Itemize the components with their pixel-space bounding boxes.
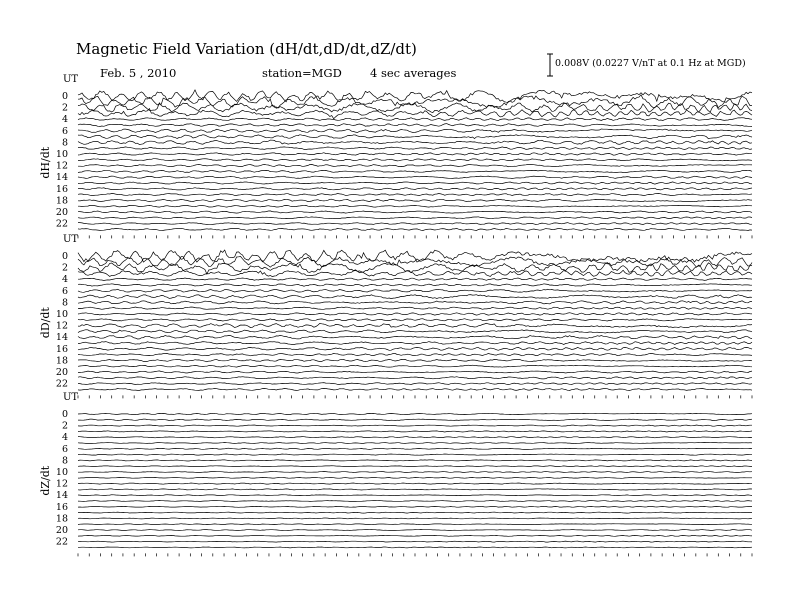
trace-line xyxy=(78,419,752,420)
trace-line xyxy=(78,347,752,350)
hour-tick-label: 10 xyxy=(55,467,68,478)
ut-label: UT xyxy=(63,234,79,245)
ut-label: UT xyxy=(63,392,79,403)
hour-tick-label: 16 xyxy=(55,183,68,195)
trace-line xyxy=(78,483,752,484)
trace-line xyxy=(78,263,752,274)
trace-line xyxy=(78,365,752,367)
trace-line xyxy=(78,228,752,230)
trace-line xyxy=(78,501,752,502)
trace-line xyxy=(78,335,752,339)
hour-tick-label: 2 xyxy=(61,102,68,114)
trace-line xyxy=(78,323,752,327)
trace-line xyxy=(78,425,752,426)
hour-tick-label: 2 xyxy=(61,420,68,432)
trace-line xyxy=(78,353,752,355)
averaging-label: 4 sec averages xyxy=(370,66,457,80)
hour-tick-label: 20 xyxy=(55,207,68,218)
trace-line xyxy=(78,313,752,315)
trace-line xyxy=(78,140,752,145)
trace-line xyxy=(78,437,752,438)
hour-tick-label: 14 xyxy=(55,490,68,502)
hour-tick-label: 8 xyxy=(61,455,68,467)
hour-tick-label: 20 xyxy=(55,525,68,536)
trace-line xyxy=(78,359,752,362)
hour-tick-label: 4 xyxy=(61,114,68,126)
trace-line xyxy=(78,443,752,444)
hour-tick-label: 22 xyxy=(55,218,68,230)
trace-line xyxy=(78,307,752,309)
hour-tick-label: 6 xyxy=(61,443,68,455)
trace-line xyxy=(78,153,752,155)
trace-line xyxy=(78,466,752,467)
hour-tick-label: 14 xyxy=(55,332,68,344)
trace-line xyxy=(78,176,752,178)
trace-line xyxy=(78,342,752,345)
panel-ylabel: dH/dt xyxy=(39,146,52,179)
trace-line xyxy=(78,541,752,542)
trace-line xyxy=(78,301,752,304)
panel-ylabel: dD/dt xyxy=(39,307,52,339)
trace-line xyxy=(78,109,752,119)
hour-tick-label: 0 xyxy=(61,409,68,420)
trace-line xyxy=(78,159,752,161)
trace-line xyxy=(78,530,752,531)
trace-line xyxy=(78,330,752,333)
hour-tick-label: 2 xyxy=(61,262,68,274)
trace-line xyxy=(78,90,752,102)
hour-tick-label: 22 xyxy=(55,536,68,548)
hour-tick-label: 16 xyxy=(55,343,68,355)
hour-tick-label: 10 xyxy=(55,149,68,160)
date-label: Feb. 5 , 2010 xyxy=(100,66,177,80)
trace-line xyxy=(78,383,752,385)
trace-line xyxy=(78,129,752,133)
trace-line xyxy=(78,205,752,207)
ut-label: UT xyxy=(63,74,79,85)
trace-line xyxy=(78,512,752,513)
trace-line xyxy=(78,211,752,213)
trace-line xyxy=(78,413,752,414)
trace-line xyxy=(78,431,752,432)
trace-line xyxy=(78,118,752,121)
trace-line xyxy=(78,147,752,150)
trace-line xyxy=(78,278,752,281)
hour-tick-label: 14 xyxy=(55,172,68,184)
scale-bar-label: 0.008V (0.0227 V/nT at 0.1 Hz at MGD) xyxy=(555,58,746,69)
hour-tick-label: 12 xyxy=(55,320,68,332)
hour-tick-label: 16 xyxy=(55,501,68,513)
hour-tick-label: 6 xyxy=(61,125,68,137)
trace-line xyxy=(78,217,752,219)
hour-tick-label: 0 xyxy=(61,91,68,102)
trace-line xyxy=(78,460,752,461)
trace-line xyxy=(78,489,752,490)
trace-line xyxy=(78,295,752,299)
trace-line xyxy=(78,223,752,225)
trace-line xyxy=(78,194,752,196)
trace-line xyxy=(78,103,752,113)
trace-line xyxy=(78,182,752,184)
trace-line xyxy=(78,319,752,321)
hour-tick-label: 18 xyxy=(55,513,68,525)
panel-ylabel: dZ/dt xyxy=(39,465,52,496)
trace-line xyxy=(78,495,752,496)
hour-tick-label: 8 xyxy=(61,137,68,149)
hour-tick-label: 12 xyxy=(55,160,68,172)
trace-line xyxy=(78,477,752,478)
trace-line xyxy=(78,535,752,536)
hour-tick-label: 10 xyxy=(55,309,68,320)
hour-tick-label: 18 xyxy=(55,195,68,207)
trace-line xyxy=(78,188,752,190)
trace-line xyxy=(78,454,752,455)
trace-line xyxy=(78,124,752,127)
trace-line xyxy=(78,388,752,390)
hour-tick-label: 22 xyxy=(55,378,68,390)
hour-tick-label: 4 xyxy=(61,274,68,286)
trace-line xyxy=(78,448,752,449)
trace-line xyxy=(78,506,752,507)
hour-tick-label: 6 xyxy=(61,285,68,297)
trace-line xyxy=(78,170,752,173)
trace-line xyxy=(78,547,752,548)
trace-line xyxy=(78,289,752,292)
chart-title: Magnetic Field Variation (dH/dt,dD/dt,dZ/dt) xyxy=(76,40,417,58)
trace-line xyxy=(78,518,752,519)
trace-line xyxy=(78,371,752,373)
hour-tick-label: 0 xyxy=(61,251,68,262)
hour-tick-label: 4 xyxy=(61,432,68,444)
trace-line xyxy=(78,284,752,286)
trace-line xyxy=(78,199,752,201)
hour-tick-label: 12 xyxy=(55,478,68,490)
trace-line xyxy=(78,524,752,525)
hour-tick-label: 8 xyxy=(61,297,68,309)
trace-line xyxy=(78,472,752,473)
trace-line xyxy=(78,135,752,139)
station-label: station=MGD xyxy=(262,66,342,80)
trace-line xyxy=(78,377,752,379)
hour-tick-label: 20 xyxy=(55,367,68,378)
trace-line xyxy=(78,164,752,166)
hour-tick-label: 18 xyxy=(55,355,68,367)
